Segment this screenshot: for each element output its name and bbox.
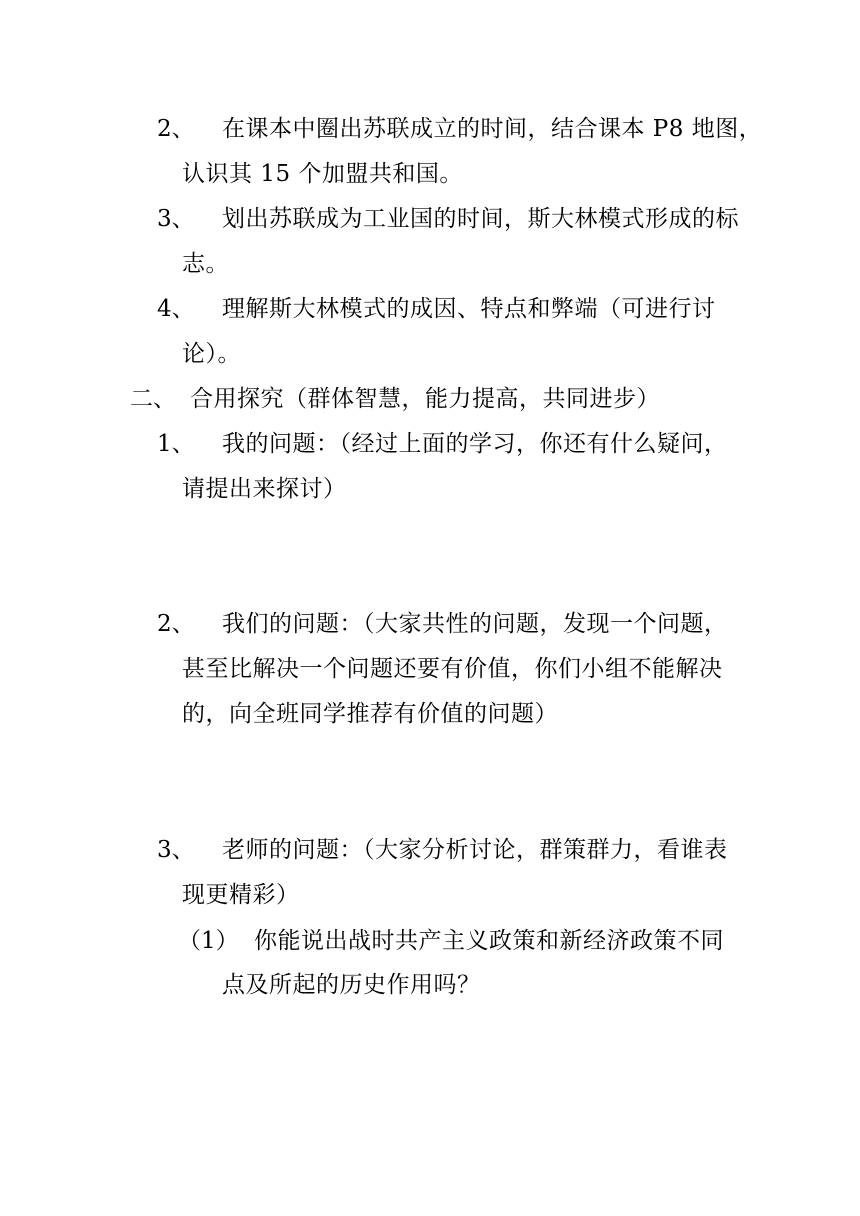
sub-1-line-2: 点及所起的历史作用吗？	[222, 972, 481, 998]
q2-marker: 2、	[157, 611, 195, 637]
q3-marker: 3、	[157, 837, 195, 863]
section-2-marker: 二、	[130, 386, 176, 412]
sub-1-line-1: 你能说出战时共产主义政策和新经济政策不同	[254, 928, 724, 954]
sub-1-marker: （1）	[178, 928, 239, 954]
item-3-line-2: 志。	[182, 251, 229, 277]
q3-line-1: 老师的问题：（大家分析讨论，群策群力，看谁表	[222, 837, 728, 863]
q2-line-2: 甚至比解决一个问题还要有价值，你们小组不能解决	[182, 656, 723, 682]
q2-line-1: 我们的问题：（大家共性的问题，发现一个问题，	[222, 611, 728, 637]
q3-line-2: 现更精彩）	[182, 882, 300, 908]
item-4-marker: 4、	[157, 296, 195, 322]
q1-line-2: 请提出来探讨）	[182, 476, 347, 502]
item-4-line-2: 论）。	[182, 341, 241, 367]
q1-marker: 1、	[157, 431, 195, 457]
section-2-heading: 合用探究（群体智慧，能力提高，共同进步）	[190, 386, 660, 412]
item-2-marker: 2、	[157, 116, 195, 142]
q1-line-1: 我的问题：（经过上面的学习，你还有什么疑问，	[222, 431, 728, 457]
item-2-line-1: 在课本中圈出苏联成立的时间，结合课本 P8 地图，	[222, 116, 763, 142]
item-4-line-1: 理解斯大林模式的成因、特点和弊端（可进行讨	[222, 296, 716, 322]
item-3-marker: 3、	[157, 206, 195, 232]
item-2-line-2: 认识其 15 个加盟共和国。	[182, 161, 463, 187]
q2-line-3: 的，向全班同学推荐有价值的问题）	[182, 701, 558, 727]
item-3-line-1: 划出苏联成为工业国的时间，斯大林模式形成的标	[222, 206, 739, 232]
